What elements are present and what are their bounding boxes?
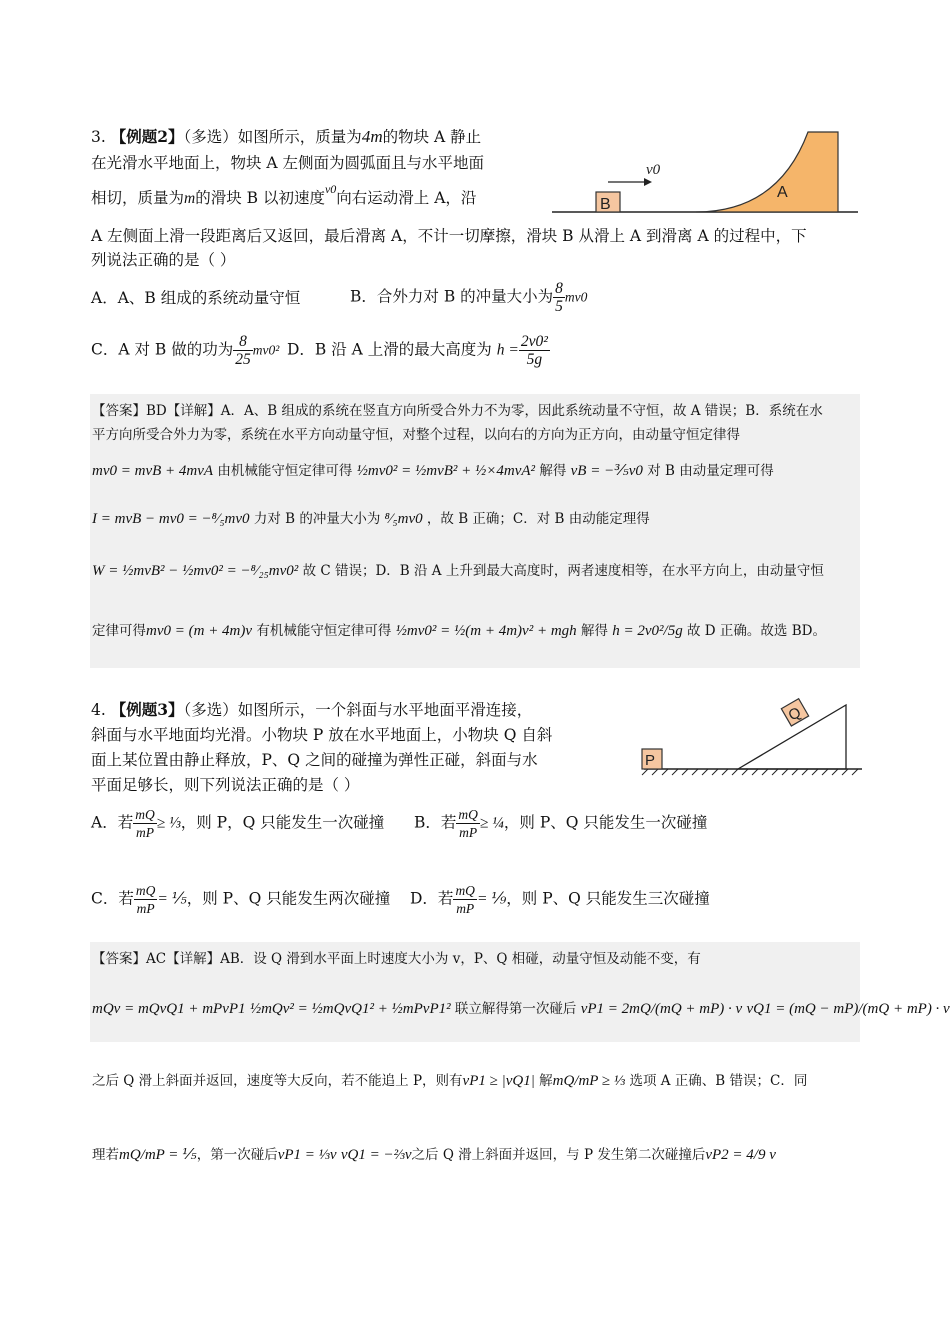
q3-option-b-text: B．合外力对 B 的冲量大小为 [350, 287, 554, 306]
q4-option-a [91, 806, 384, 841]
a3-text: 对 B 由动量定理可得 [647, 463, 774, 479]
q4-option-c-post: ，则 P、Q 只能发生两次碰撞 [186, 889, 391, 908]
frac-den: 5 [555, 298, 563, 315]
q3-stem-text: 相切，质量为 [91, 189, 185, 207]
q3-line4: A 左侧面上滑一段距离后又返回，最后滑离 A，不计一切摩擦，滑块 B 从滑上 A 到滑离 A 的过程中，下 [91, 227, 807, 245]
equation: ½mv0² = ½(m + 4m)v² + mgh [395, 623, 577, 639]
q3-stem-text: 如图所示，质量为 [237, 128, 362, 146]
q3-option-d [287, 333, 550, 368]
q4-line4: 平面足够长，则下列说法正确的是（ ） [91, 776, 360, 794]
q4-option-a-pre: A．若 [91, 813, 134, 832]
q3-figure [548, 120, 868, 220]
a3-text: 力对 B 的冲量大小为 [253, 511, 381, 527]
equation: I = mvB − mv0 = −⁸⁄₅mv0 [92, 511, 250, 527]
a4-line4 [92, 1146, 776, 1164]
a4-text: 之后 Q 滑上斜面并返回，速度等大反向，若不能追上 P，则有 [92, 1073, 463, 1089]
fraction [519, 333, 550, 368]
frac-num: mQ [455, 883, 475, 898]
q3-v0: v0 [324, 182, 337, 196]
a3-line2: 平方向所受合外力为零，系统在水平方向动量守恒，对整个过程，以向右的方向为正方向，由动量守恒定律得 [92, 427, 740, 443]
ratio-fraction [133, 806, 157, 841]
fraction [553, 280, 565, 315]
a4-text: 解 [539, 1073, 553, 1089]
q4-type: （多选） [183, 701, 238, 719]
block-a-label: A [777, 184, 788, 201]
q4-option-b-pre: B．若 [414, 813, 457, 832]
q4-option-b [414, 806, 707, 841]
equation: mv0 = (m + 4m)v [146, 623, 253, 639]
q4-figure [640, 695, 870, 785]
q3-line3 [91, 182, 477, 209]
q3-stem-text: 向右运动滑上 A，沿 [336, 189, 477, 207]
ratio-fraction [453, 882, 477, 917]
q4-option-c-pre: C．若 [91, 889, 134, 908]
frac-den: mP [135, 825, 154, 840]
q4-line3: 面上某位置由静止释放，P、Q 之间的碰撞为弹性正碰，斜面与水 [91, 751, 538, 769]
equation: ½mQv² = ½mQvQ1² + ½mPvP1² [249, 1001, 451, 1017]
ratio-fraction [456, 806, 480, 841]
a4-text: ，第一次碰后 [196, 1147, 278, 1163]
q4-option-c [91, 882, 390, 917]
equation: mQ/mP ≥ ⅓ [552, 1073, 626, 1089]
frac-num: 8 [555, 280, 563, 297]
a4-line2 [92, 1000, 950, 1018]
q3-type: （多选） [183, 128, 238, 146]
q4-option-a-post: ，则 P，Q 只能发生一次碰撞 [180, 813, 385, 832]
frac-den: mP [456, 901, 475, 916]
q4-number: 4. [91, 701, 106, 719]
q3-stem-text: 的滑块 B 以初速度 [195, 189, 325, 207]
a4-text: 之后 Q 滑上斜面并返回，与 P 发生第二次碰撞后 [411, 1147, 706, 1163]
velocity-label: v0 [646, 162, 661, 178]
frac-num: 2v0² [520, 333, 548, 350]
block-p-label: P [645, 752, 656, 769]
ground-hatch [642, 769, 858, 775]
q3-option-c-expr: mv0² [252, 342, 280, 358]
a3-text: 由机械能守恒定律可得 [217, 463, 353, 479]
frac-num: mQ [135, 807, 155, 822]
q3-m: m [184, 190, 196, 207]
block-q-group [781, 699, 808, 726]
velocity-arrow-head [644, 178, 652, 186]
q3-option-b-expr: mv0 [564, 289, 588, 305]
a3-line4 [92, 510, 650, 528]
q3-option-d-text: D．B 沿 A 上滑的最大高度为 [287, 340, 492, 359]
a4-text: 选项 A 正确、B 错误；C．同 [629, 1073, 808, 1089]
q3-option-b [350, 280, 587, 315]
q4-option-a-rel: ≥ ⅓ [156, 814, 181, 832]
q3-tag: 【例题2】 [110, 127, 184, 146]
equation: vP2 = 4/9 v [705, 1147, 776, 1163]
a3-text: 解得 [580, 623, 608, 639]
q3-line1 [91, 127, 481, 147]
q3-line2: 在光滑水平地面上，物块 A 左侧面为圆弧面且与水平地面 [91, 154, 485, 172]
block-b-label: B [600, 196, 611, 213]
equation: ⁸⁄₅mv0 [384, 511, 423, 527]
a3-text: ，故 B 正确；C．对 B 由动能定理得 [426, 511, 650, 527]
q3-stem-text: 的物块 A 静止 [382, 128, 482, 146]
equation: mQ/mP = ⅕ [119, 1147, 197, 1163]
equation: mQv = mQvQ1 + mPvP1 [92, 1001, 246, 1017]
q3-option-d-h: h = [496, 341, 519, 359]
equation: h = 2v0²/5g [612, 623, 683, 639]
a3-text: 故 D 正确。故选 BD。 [687, 623, 826, 639]
fraction [233, 333, 253, 368]
a3-line5 [92, 562, 824, 580]
equation: W = ½mvB² − ½mv0² = −⁸⁄₂₅mv0² [92, 563, 299, 579]
equation: vP1 = ⅓v [277, 1147, 337, 1163]
q3-mass: 4m [361, 127, 383, 146]
ratio-fraction [134, 882, 158, 917]
frac-num: mQ [135, 883, 156, 898]
q4-option-b-rel: ≥ ¼ [479, 814, 504, 832]
q3-option-c [91, 333, 279, 368]
q4-option-b-post: ，则 P、Q 只能发生一次碰撞 [503, 813, 708, 832]
q4-option-d-post: ，则 P、Q 只能发生三次碰撞 [506, 889, 710, 908]
q3-number: 3. [91, 128, 106, 146]
q4-tag: 【例题3】 [110, 700, 184, 719]
q4-line1 [91, 700, 532, 720]
equation: vP1 ≥ |vQ1| [462, 1073, 535, 1089]
frac-num: mQ [458, 807, 478, 822]
a3-line6 [92, 622, 826, 640]
a3-line3 [92, 462, 774, 480]
q3-line5: 列说法正确的是（ ） [91, 251, 236, 269]
q4-option-c-rel: = ⅕ [157, 890, 187, 908]
q4-option-d [410, 882, 710, 917]
q3-option-a: A．A、B 组成的系统动量守恒 [91, 289, 301, 307]
a3-text: 有机械能守恒定律可得 [256, 623, 392, 639]
frac-den: mP [136, 901, 155, 916]
block-a-shape [696, 132, 838, 212]
q4-option-d-pre: D．若 [410, 889, 454, 908]
equation: vP1 = 2mQ/(mQ + mP) · v [580, 1001, 743, 1017]
equation: ½mv0² = ½mvB² + ½×4mvA² [356, 463, 536, 479]
q4-stem-text: 如图所示，一个斜面与水平地面平滑连接， [237, 701, 533, 719]
equation: vB = −⅗v0 [570, 463, 643, 479]
equation: vQ1 = (mQ − mP)/(mQ + mP) · v [746, 1001, 950, 1017]
a4-text: 联立解得第一次碰后 [454, 1001, 577, 1017]
block-q-label: Q [785, 703, 805, 725]
frac-den: 25 [235, 351, 251, 368]
a4-text: 理若 [92, 1147, 119, 1163]
a3-text: 故 C 错误；D．B 沿 A 上升到最大高度时，两者速度相等，在水平方向上，由动量守恒 [302, 563, 824, 579]
frac-den: 5g [526, 351, 543, 368]
a4-line3 [92, 1072, 807, 1090]
equation: vQ1 = −⅔v [340, 1147, 412, 1163]
q3-option-c-text: C．A 对 B 做的功为 [91, 340, 234, 359]
equation: mv0 = mvB + 4mvA [92, 463, 214, 479]
a3-line1: 【答案】BD【详解】A．A、B 组成的系统在竖直方向所受合外力不为零，因此系统动量不守恒，故 A 错误；B．系统在水 [92, 403, 823, 419]
a3-text: 解得 [539, 463, 567, 479]
q4-option-d-rel: = ⅑ [476, 890, 507, 908]
a4-line1: 【答案】AC【详解】AB．设 Q 滑到水平面上时速度大小为 v，P、Q 相碰，动量守恒及动能不变，有 [92, 951, 701, 967]
a3-text: 定律可得 [92, 623, 146, 639]
frac-den: mP [459, 825, 478, 840]
q4-line2: 斜面与水平地面均光滑。小物块 P 放在水平地面上，小物块 Q 自斜 [91, 726, 553, 744]
frac-num: 8 [233, 333, 253, 351]
